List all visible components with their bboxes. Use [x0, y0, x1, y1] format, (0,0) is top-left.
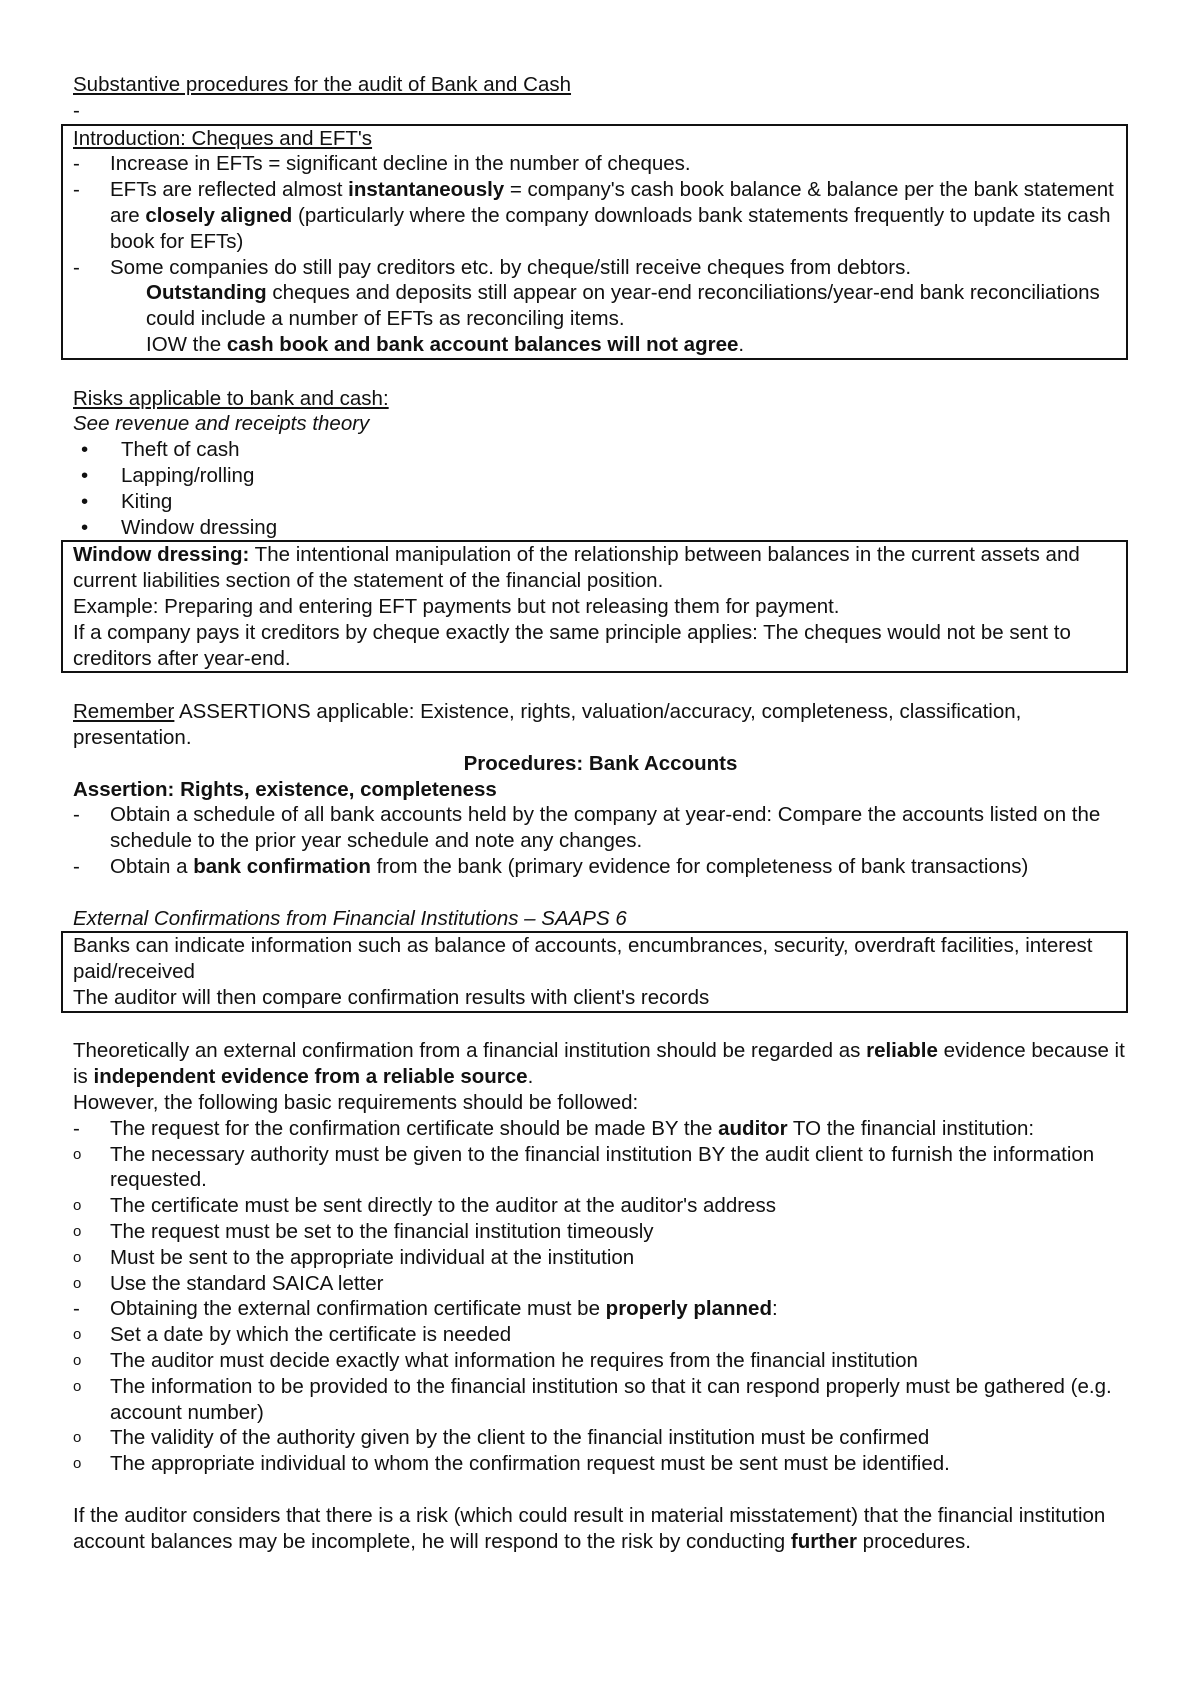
dash-marker: -: [73, 152, 80, 176]
bullet-marker: •: [81, 515, 89, 539]
procedures-heading: Procedures: Bank Accounts: [463, 751, 738, 775]
planning-subitem: o The appropriate individual to whom the confirmation request must be sent must be identified.: [73, 1452, 950, 1476]
assertion-line: Assertion: Rights, existence, completeness: [73, 777, 497, 801]
intro-item-text: Increase in EFTs = significant decline in the number of cheques.: [110, 152, 691, 176]
intro-heading: Introduction: Cheques and EFT's: [73, 126, 373, 150]
circle-marker: o: [73, 1223, 82, 1241]
risk-item: • Lapping/rolling: [73, 463, 1128, 489]
intro-sub-note: Outstanding cheques and deposits still appear on year-end reconciliations/year-end bank reconciliations could include a number of EFTs as reconciling items.: [146, 281, 1100, 331]
external-confirmations-heading: External Confirmations from Financial Institutions – SAAPS 6: [73, 906, 627, 930]
requirement-subitem: o Use the standard SAICA letter: [73, 1271, 384, 1295]
window-dressing-example: Example: Preparing and entering EFT payments but not releasing them for payment.: [73, 594, 840, 618]
external-confirmations-box: [61, 931, 1128, 1012]
requirement-subitem: o Must be sent to the appropriate individual at the institution: [73, 1245, 635, 1269]
document-page: [73, 72, 1128, 1554]
circle-marker: o: [73, 1377, 82, 1395]
risks-note: See revenue and receipts theory: [73, 412, 370, 436]
risks-heading: Risks applicable to bank and cash:: [73, 386, 389, 410]
planning-subitem: o The information to be provided to the financial institution so that it can respond properly must be gathered (e.g. account number): [73, 1374, 1112, 1424]
circle-marker: o: [73, 1429, 82, 1447]
box-line: The auditor will then compare confirmation results with client's records: [73, 985, 710, 1009]
window-dressing-cheque-note: If a company pays it creditors by cheque exactly the same principle applies: The cheques would not be sent to creditors after year-end.: [73, 620, 1071, 670]
document-title: Substantive procedures for the audit of Bank and Cash: [73, 73, 572, 96]
requirement-subitem: o The request must be set to the financial institution timeously: [73, 1220, 654, 1244]
window-dressing-box: [61, 540, 1128, 673]
intro-item: [73, 151, 1116, 177]
box-line: Banks can indicate information such as balance of accounts, encumbrances, security, overdraft facilities, interest paid/received: [73, 934, 1093, 984]
conclusion-paragraph: If the auditor considers that there is a risk (which could result in material misstatement) that the financial institution account balances may be incomplete, he will respond to the risk by conducting further procedures.: [73, 1503, 1106, 1553]
risk-item: • Window dressing: [73, 515, 1128, 541]
title-dash: -: [73, 98, 80, 122]
circle-marker: o: [73, 1352, 82, 1370]
theory-paragraph: Theoretically an external confirmation from a financial institution should be regarded as reliable evidence because it is independent evidence from a reliable source.: [73, 1039, 1125, 1089]
intro-item-text: EFTs are reflected almost instantaneously = company's cash book balance & balance per the bank statement are closely aligned (particularly where the company downloads bank statements frequently to update its cash book for EFTs): [110, 178, 1114, 253]
bullet-marker: •: [81, 463, 89, 487]
planning-subitem: o The auditor must decide exactly what information he requires from the financial institution: [73, 1349, 918, 1373]
circle-marker: o: [73, 1455, 82, 1473]
planning-item: - Obtaining the external confirmation certificate must be properly planned:: [73, 1297, 778, 1321]
bullet-marker: •: [81, 489, 89, 513]
bullet-marker: •: [81, 438, 89, 462]
dash-marker: -: [73, 854, 80, 878]
intro-sub-note: IOW the cash book and bank account balances will not agree.: [146, 332, 745, 356]
intro-item: [73, 177, 1116, 254]
requirements-intro: However, the following basic requirements should be followed:: [73, 1091, 639, 1115]
dash-marker: -: [73, 1297, 80, 1321]
requirement-subitem: o The certificate must be sent directly to the auditor at the auditor's address: [73, 1194, 776, 1218]
intro-item: [73, 255, 1116, 281]
dash-marker: -: [73, 1116, 80, 1140]
requirement-item: - The request for the confirmation certificate should be made BY the auditor TO the financial institution:: [73, 1116, 1035, 1140]
planning-subitem: o Set a date by which the certificate is needed: [73, 1323, 512, 1347]
intro-box: [61, 124, 1128, 360]
circle-marker: o: [73, 1326, 82, 1344]
dash-marker: -: [73, 255, 80, 279]
planning-subitem: o The validity of the authority given by the client to the financial institution must be confirmed: [73, 1426, 930, 1450]
circle-marker: o: [73, 1197, 82, 1215]
circle-marker: o: [73, 1274, 82, 1292]
window-dressing-definition: Window dressing: The intentional manipulation of the relationship between balances in the current assets and current liabilities section of the statement of the financial position.: [73, 543, 1080, 593]
procedure-item: - Obtain a bank confirmation from the bank (primary evidence for completeness of bank transactions): [73, 854, 1029, 878]
risk-item: • Kiting: [73, 489, 1128, 515]
intro-item-text: Some companies do still pay creditors etc. by cheque/still receive cheques from debtors.: [110, 255, 912, 279]
requirement-subitem: o The necessary authority must be given to the financial institution BY the audit client to furnish the information requested.: [73, 1142, 1095, 1192]
procedure-item: - Obtain a schedule of all bank accounts held by the company at year-end: Compare the accounts listed on the schedule to the prior year schedule and note any changes.: [73, 803, 1101, 853]
risk-item: • Theft of cash: [73, 437, 1128, 463]
remember-assertions: Remember ASSERTIONS applicable: Existence, rights, valuation/accuracy, completeness, classification, presentation.: [73, 700, 1022, 749]
circle-marker: o: [73, 1248, 82, 1266]
circle-marker: o: [73, 1145, 82, 1163]
dash-marker: -: [73, 803, 80, 827]
dash-marker: -: [73, 178, 80, 202]
